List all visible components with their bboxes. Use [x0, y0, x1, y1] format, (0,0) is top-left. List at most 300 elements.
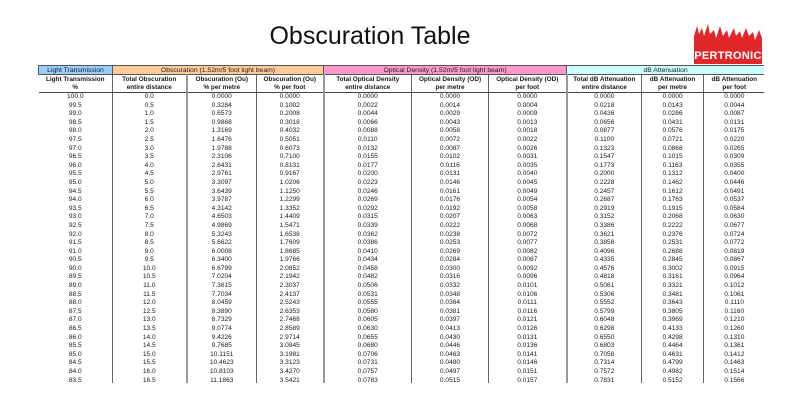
table-cell: 0.0082: [489, 248, 567, 257]
table-cell: 5.5: [113, 188, 187, 197]
table-cell: 87.5: [68, 307, 82, 315]
column-header-line: Total dB Attenuation: [573, 75, 636, 83]
table-cell: 0.2008: [257, 110, 324, 119]
table-cell: 0.6048: [567, 316, 642, 325]
table-cell: 6.6799: [187, 265, 257, 274]
group-light-transmission: Light Transmission: [39, 66, 113, 75]
table-cell: 2.4137: [257, 291, 324, 300]
table-cell: 0.0630: [324, 325, 412, 334]
table-cell: 6.0008: [187, 248, 257, 257]
table-cell: 11.5: [113, 291, 187, 300]
table-cell: 0.0677: [704, 222, 764, 231]
column-header-line: dB Attenuation: [649, 75, 696, 83]
table-cell: 0.0087: [704, 110, 764, 119]
table-row: [39, 136, 765, 145]
table-cell: 0.4631: [642, 351, 704, 360]
table-cell: 98.5: [68, 118, 82, 126]
column-header-line: Optical Density (OD): [418, 75, 482, 83]
column-header: [642, 75, 704, 93]
table-cell: 6.0: [113, 196, 187, 205]
table-cell: 0.0580: [324, 308, 412, 317]
table-cell: 0.1160: [704, 308, 764, 317]
table-cell: 3.5421: [257, 377, 324, 383]
table-cell: 2.0852: [257, 265, 324, 274]
table-cell: 96.5: [68, 153, 82, 161]
table-cell: 5.3243: [187, 231, 257, 240]
column-header-line: per metre: [435, 83, 465, 91]
table-cell: 0.1310: [704, 334, 764, 343]
table-cell: 2.9761: [187, 170, 257, 179]
table-cell: 0.0783: [324, 377, 412, 383]
table-cell: 0.2068: [642, 213, 704, 222]
table-cell: 0.0177: [324, 162, 412, 171]
table-cell: 8.0: [113, 231, 187, 240]
table-cell: 0.0026: [489, 145, 567, 154]
table-cell: 0.0143: [642, 102, 704, 111]
table-cell: 0.2688: [642, 248, 704, 257]
table-cell: 0.3018: [257, 119, 324, 128]
table-cell: 4.5: [113, 170, 187, 179]
table-cell: 0.0058: [489, 205, 567, 214]
table-cell: 97.5: [68, 135, 82, 143]
table-cell: 0.0116: [412, 162, 489, 171]
table-cell: 0.0131: [412, 170, 489, 179]
table-cell: 6.5: [113, 205, 187, 214]
table-row: [39, 351, 765, 360]
table-cell: 0.1463: [704, 359, 764, 368]
table-cell: 0.0246: [324, 188, 412, 197]
table-cell: 0.0721: [642, 136, 704, 145]
table-cell: 85.5: [68, 342, 82, 350]
table-cell: 0.0339: [324, 222, 412, 231]
table-row: [39, 188, 765, 197]
table-row: [39, 179, 765, 188]
table-cell: 1.8685: [257, 248, 324, 257]
column-header: [39, 75, 113, 93]
table-cell: 0.4576: [567, 265, 642, 274]
table-cell: 0.0515: [412, 377, 489, 383]
table-row: [39, 110, 765, 119]
table-row: [39, 145, 765, 154]
column-header: [257, 75, 324, 93]
table-cell: 0.6550: [567, 334, 642, 343]
table-cell: 2.8589: [257, 325, 324, 334]
table-cell: 0.3621: [567, 231, 642, 240]
table-cell: 0.0077: [489, 239, 567, 248]
table-cell: 2.0: [113, 127, 187, 136]
table-cell: 2.6353: [257, 308, 324, 317]
table-cell: 1.1250: [257, 188, 324, 197]
table-row: [39, 119, 765, 128]
table-cell: 0.1260: [704, 325, 764, 334]
table-cell: 3.3097: [187, 179, 257, 188]
table-cell: 0.1547: [567, 153, 642, 162]
table-cell: 95.0: [68, 178, 82, 186]
column-header-line: per metre: [657, 83, 688, 91]
table-cell: 0.1323: [567, 145, 642, 154]
table-cell: 0.6298: [567, 325, 642, 334]
table-row: [39, 93, 765, 102]
table-cell: 0.1110: [704, 299, 764, 308]
table-cell: 0.0397: [412, 316, 489, 325]
column-header-line: Total Obscuration: [122, 75, 177, 83]
table-row: [39, 102, 765, 111]
table-cell: 0.7572: [567, 368, 642, 377]
column-header-line: % per metre: [203, 83, 241, 91]
table-cell: 0.0043: [412, 119, 489, 128]
table-cell: 0.0200: [324, 170, 412, 179]
table-cell: 0.5552: [567, 299, 642, 308]
table-cell: 0.0381: [412, 308, 489, 317]
table-cell: 0.0656: [567, 119, 642, 128]
table-cell: 0.0238: [412, 231, 489, 240]
table-cell: 0.7058: [567, 351, 642, 360]
table-cell: 0.0088: [324, 127, 412, 136]
table-cell: 94.0: [68, 196, 82, 204]
table-cell: 7.5: [113, 222, 187, 231]
table-cell: 1.3169: [187, 127, 257, 136]
table-cell: 3.6439: [187, 188, 257, 197]
table-cell: 0.0131: [704, 119, 764, 128]
table-cell: 0.0121: [489, 316, 567, 325]
table-cell: 0.0315: [324, 213, 412, 222]
table-cell: 0.0915: [704, 265, 764, 274]
table-cell: 0.0054: [489, 196, 567, 205]
table-cell: 0.4818: [567, 273, 642, 282]
table-cell: 0.0000: [704, 93, 764, 102]
column-header: [113, 75, 187, 93]
table-cell: 3.9787: [187, 196, 257, 205]
column-header-line: Obscuration (Ou): [263, 75, 317, 83]
table-cell: 0.3805: [642, 308, 704, 317]
table-cell: 0.0292: [324, 205, 412, 214]
table-cell: 2.5243: [257, 299, 324, 308]
table-cell: 0.0868: [642, 145, 704, 154]
table-cell: 0.0151: [489, 368, 567, 377]
table-cell: 0.5306: [567, 291, 642, 300]
table-cell: 0.2687: [567, 196, 642, 205]
table-cell: 0.0434: [324, 256, 412, 265]
table-cell: 92.0: [68, 230, 82, 238]
table-cell: 0.0497: [412, 368, 489, 377]
table-cell: 0.0192: [412, 205, 489, 214]
table-cell: 0.0000: [489, 93, 567, 102]
table-cell: 0.1612: [642, 188, 704, 197]
table-cell: 2.3037: [257, 282, 324, 291]
table-row: [39, 334, 765, 343]
table-cell: 0.1061: [704, 291, 764, 300]
table-cell: 0.0446: [704, 179, 764, 188]
table-row: [39, 265, 765, 274]
table-cell: 8.3890: [187, 308, 257, 317]
table-cell: 7.0: [113, 213, 187, 222]
table-cell: 13.0: [113, 316, 187, 325]
table-cell: 0.0436: [567, 110, 642, 119]
table-cell: 0.0092: [489, 265, 567, 274]
table-cell: 0.0018: [489, 127, 567, 136]
table-cell: 0.0362: [324, 231, 412, 240]
column-header: [324, 75, 412, 93]
table-cell: 3.5: [113, 153, 187, 162]
table-cell: 0.0706: [324, 351, 412, 360]
table-cell: 0.0126: [489, 325, 567, 334]
table-cell: 0.0176: [412, 196, 489, 205]
table-row: [39, 273, 765, 282]
table-row: [39, 170, 765, 179]
table-cell: 2.9714: [257, 334, 324, 343]
table-cell: 94.5: [68, 187, 82, 195]
column-header-line: Total Optical Density: [336, 75, 400, 83]
table-cell: 0.0000: [412, 93, 489, 102]
table-cell: 0.2000: [567, 170, 642, 179]
table-row: [39, 213, 765, 222]
table-cell: 0.0265: [704, 145, 764, 154]
table-cell: 2.7468: [257, 316, 324, 325]
table-cell: 0.0463: [412, 351, 489, 360]
table-cell: 0.0106: [489, 291, 567, 300]
column-header-line: Obscuration (Ou): [195, 75, 249, 83]
table-cell: 0.0222: [412, 222, 489, 231]
table-cell: 0.5061: [567, 282, 642, 291]
table-cell: 9.5: [113, 256, 187, 265]
table-cell: 0.0009: [489, 110, 567, 119]
column-header-line: Optical Density (OD): [496, 75, 559, 83]
table-cell: 0.0101: [489, 282, 567, 291]
table-cell: 0.0072: [489, 231, 567, 240]
table-cell: 0.6803: [567, 342, 642, 351]
column-header: [567, 75, 642, 93]
table-cell: 1.9766: [257, 256, 324, 265]
table-cell: 0.0157: [489, 377, 567, 383]
table-cell: 84.0: [68, 368, 82, 375]
table-cell: 0.0146: [412, 179, 489, 188]
table-cell: 93.0: [68, 213, 82, 221]
table-cell: 0.0000: [187, 93, 257, 102]
group-optical-density: Optical Density (1.52m/5 foot light beam): [324, 66, 567, 75]
table-cell: 11.0: [113, 282, 187, 291]
table-cell: 99.0: [68, 110, 82, 118]
table-row: [39, 205, 765, 214]
table-cell: 0.0630: [704, 213, 764, 222]
table-cell: 96.0: [68, 161, 82, 169]
table-cell: 5.6622: [187, 239, 257, 248]
table-cell: 3.0: [113, 145, 187, 154]
table-cell: 0.0175: [704, 127, 764, 136]
table-cell: 0.3152: [567, 213, 642, 222]
table-cell: 0.0819: [704, 248, 764, 257]
table-cell: 1.5: [113, 119, 187, 128]
table-cell: 10.5: [113, 273, 187, 282]
table-cell: 0.0: [113, 93, 187, 102]
column-header: [412, 75, 489, 93]
table-row: [39, 308, 765, 317]
table-cell: 0.0316: [412, 273, 489, 282]
table-cell: 0.0161: [412, 188, 489, 197]
table-cell: 0.0413: [412, 325, 489, 334]
table-cell: 88.0: [68, 299, 82, 307]
table-cell: 87.0: [68, 316, 82, 324]
column-header-line: %: [72, 83, 79, 91]
table-cell: 1.6476: [187, 136, 257, 145]
table-cell: 0.0068: [489, 222, 567, 231]
table-cell: 0.0000: [567, 93, 642, 102]
table-row: [39, 359, 765, 368]
table-row: [39, 153, 765, 162]
table-cell: 0.9868: [187, 119, 257, 128]
table-cell: 0.0731: [324, 359, 412, 368]
table-cell: 83.5: [68, 376, 82, 383]
table-cell: 0.4464: [642, 342, 704, 351]
table-cell: 12.0: [113, 299, 187, 308]
table-row: [39, 282, 765, 291]
column-header-line: per foot: [722, 83, 747, 91]
table-cell: 0.0446: [412, 342, 489, 351]
table-row: [39, 222, 765, 231]
table-row: [39, 256, 765, 265]
table-cell: 0.0102: [412, 153, 489, 162]
table-cell: 0.0004: [489, 102, 567, 111]
table-cell: 2.1942: [257, 273, 324, 282]
table-cell: 0.0386: [324, 239, 412, 248]
table-cell: 0.0040: [489, 170, 567, 179]
table-cell: 0.0964: [704, 273, 764, 282]
table-row: [39, 299, 765, 308]
table-cell: 0.0045: [489, 179, 567, 188]
table-cell: 0.0000: [257, 93, 324, 102]
table-cell: 97.0: [68, 144, 82, 152]
table-cell: 90.5: [68, 256, 82, 264]
table-cell: 0.0348: [412, 291, 489, 300]
table-cell: 0.0410: [324, 248, 412, 257]
table-cell: 0.0116: [489, 308, 567, 317]
table-cell: 92.5: [68, 221, 82, 229]
column-header-line: entire distance: [581, 83, 627, 91]
group-db-attenuation: dB Attenuation: [567, 66, 764, 75]
table-cell: 95.5: [68, 170, 82, 178]
table-cell: 9.0774: [187, 325, 257, 334]
table-cell: 0.8131: [257, 162, 324, 171]
table-cell: 4.3142: [187, 205, 257, 214]
table-cell: 0.0555: [324, 299, 412, 308]
table-cell: 0.5051: [257, 136, 324, 145]
table-cell: 8.5: [113, 239, 187, 248]
table-cell: 0.0680: [324, 342, 412, 351]
table-cell: 0.0131: [489, 334, 567, 343]
table-cell: 89.0: [68, 282, 82, 290]
table-cell: 0.2376: [642, 231, 704, 240]
table-cell: 0.0284: [412, 256, 489, 265]
column-header-line: per foot: [515, 83, 540, 91]
table-cell: 0.1763: [642, 196, 704, 205]
table-cell: 7.3615: [187, 282, 257, 291]
table-row: [39, 248, 765, 257]
table-cell: 0.5: [113, 102, 187, 111]
table-cell: 1.3352: [257, 205, 324, 214]
table-row: [39, 231, 765, 240]
table-cell: 0.1210: [704, 316, 764, 325]
column-header: [489, 75, 567, 93]
table-cell: 15.5: [113, 359, 187, 368]
table-cell: 0.0491: [704, 188, 764, 197]
logo-text: PERTRONIC: [694, 50, 762, 62]
table-cell: 0.0031: [489, 153, 567, 162]
table-row: [39, 239, 765, 248]
table-row: [39, 291, 765, 300]
column-header: [187, 75, 257, 93]
table-cell: 91.0: [68, 247, 82, 255]
table-cell: 0.0605: [324, 316, 412, 325]
table-cell: 0.0655: [324, 334, 412, 343]
table-cell: 0.2919: [567, 205, 642, 214]
table-cell: 0.0757: [324, 368, 412, 377]
table-cell: 0.0286: [642, 110, 704, 119]
table-cell: 6.3400: [187, 256, 257, 265]
table-cell: 0.0300: [412, 265, 489, 274]
table-cell: 4.6503: [187, 213, 257, 222]
table-cell: 0.0431: [642, 119, 704, 128]
table-cell: 0.4298: [642, 334, 704, 343]
table-cell: 0.0355: [704, 162, 764, 171]
table-cell: 0.0772: [704, 239, 764, 248]
table-cell: 99.5: [68, 101, 82, 109]
table-cell: 0.0482: [324, 273, 412, 282]
table-cell: 0.1462: [642, 179, 704, 188]
table-cell: 1.7609: [257, 239, 324, 248]
table-cell: 0.0087: [489, 256, 567, 265]
table-cell: 0.0253: [412, 239, 489, 248]
table-cell: 0.0269: [412, 248, 489, 257]
table-cell: 0.0269: [324, 196, 412, 205]
table-cell: 0.3858: [567, 239, 642, 248]
table-cell: 0.0049: [489, 188, 567, 197]
page-title: Obscuration Table: [269, 22, 471, 50]
table-cell: 93.5: [68, 204, 82, 212]
pertronic-logo: [692, 22, 764, 64]
table-cell: 1.4409: [257, 213, 324, 222]
table-cell: 0.1566: [704, 377, 764, 383]
group-obscuration: Obscuration (1.52m/5 foot light beam): [113, 66, 324, 75]
table-cell: 0.1915: [642, 205, 704, 214]
table-cell: 0.0013: [489, 119, 567, 128]
table-cell: 3.3123: [257, 359, 324, 368]
table-cell: 4.0: [113, 162, 187, 171]
table-cell: 0.0022: [324, 102, 412, 111]
table-cell: 0.0220: [704, 136, 764, 145]
table-cell: 16.5: [113, 377, 187, 383]
column-header: [704, 75, 764, 93]
table-cell: 14.5: [113, 342, 187, 351]
table-cell: 16.0: [113, 368, 187, 377]
table-row: [39, 368, 765, 377]
table-cell: 0.4133: [642, 325, 704, 334]
table-cell: 0.1361: [704, 342, 764, 351]
table-cell: 1.0206: [257, 179, 324, 188]
table-cell: 0.0111: [489, 299, 567, 308]
table-cell: 3.1981: [257, 351, 324, 360]
table-cell: 0.2845: [642, 256, 704, 265]
table-row: [39, 342, 765, 351]
table-cell: 0.0364: [412, 299, 489, 308]
table-cell: 0.6573: [187, 110, 257, 119]
table-cell: 3.4270: [257, 368, 324, 377]
table-cell: 3.0845: [257, 342, 324, 351]
table-cell: 0.2531: [642, 239, 704, 248]
table-cell: 89.5: [68, 273, 82, 281]
table-cell: 0.7314: [567, 359, 642, 368]
table-cell: 0.1002: [257, 102, 324, 111]
table-cell: 0.3002: [642, 265, 704, 274]
table-cell: 9.7685: [187, 342, 257, 351]
